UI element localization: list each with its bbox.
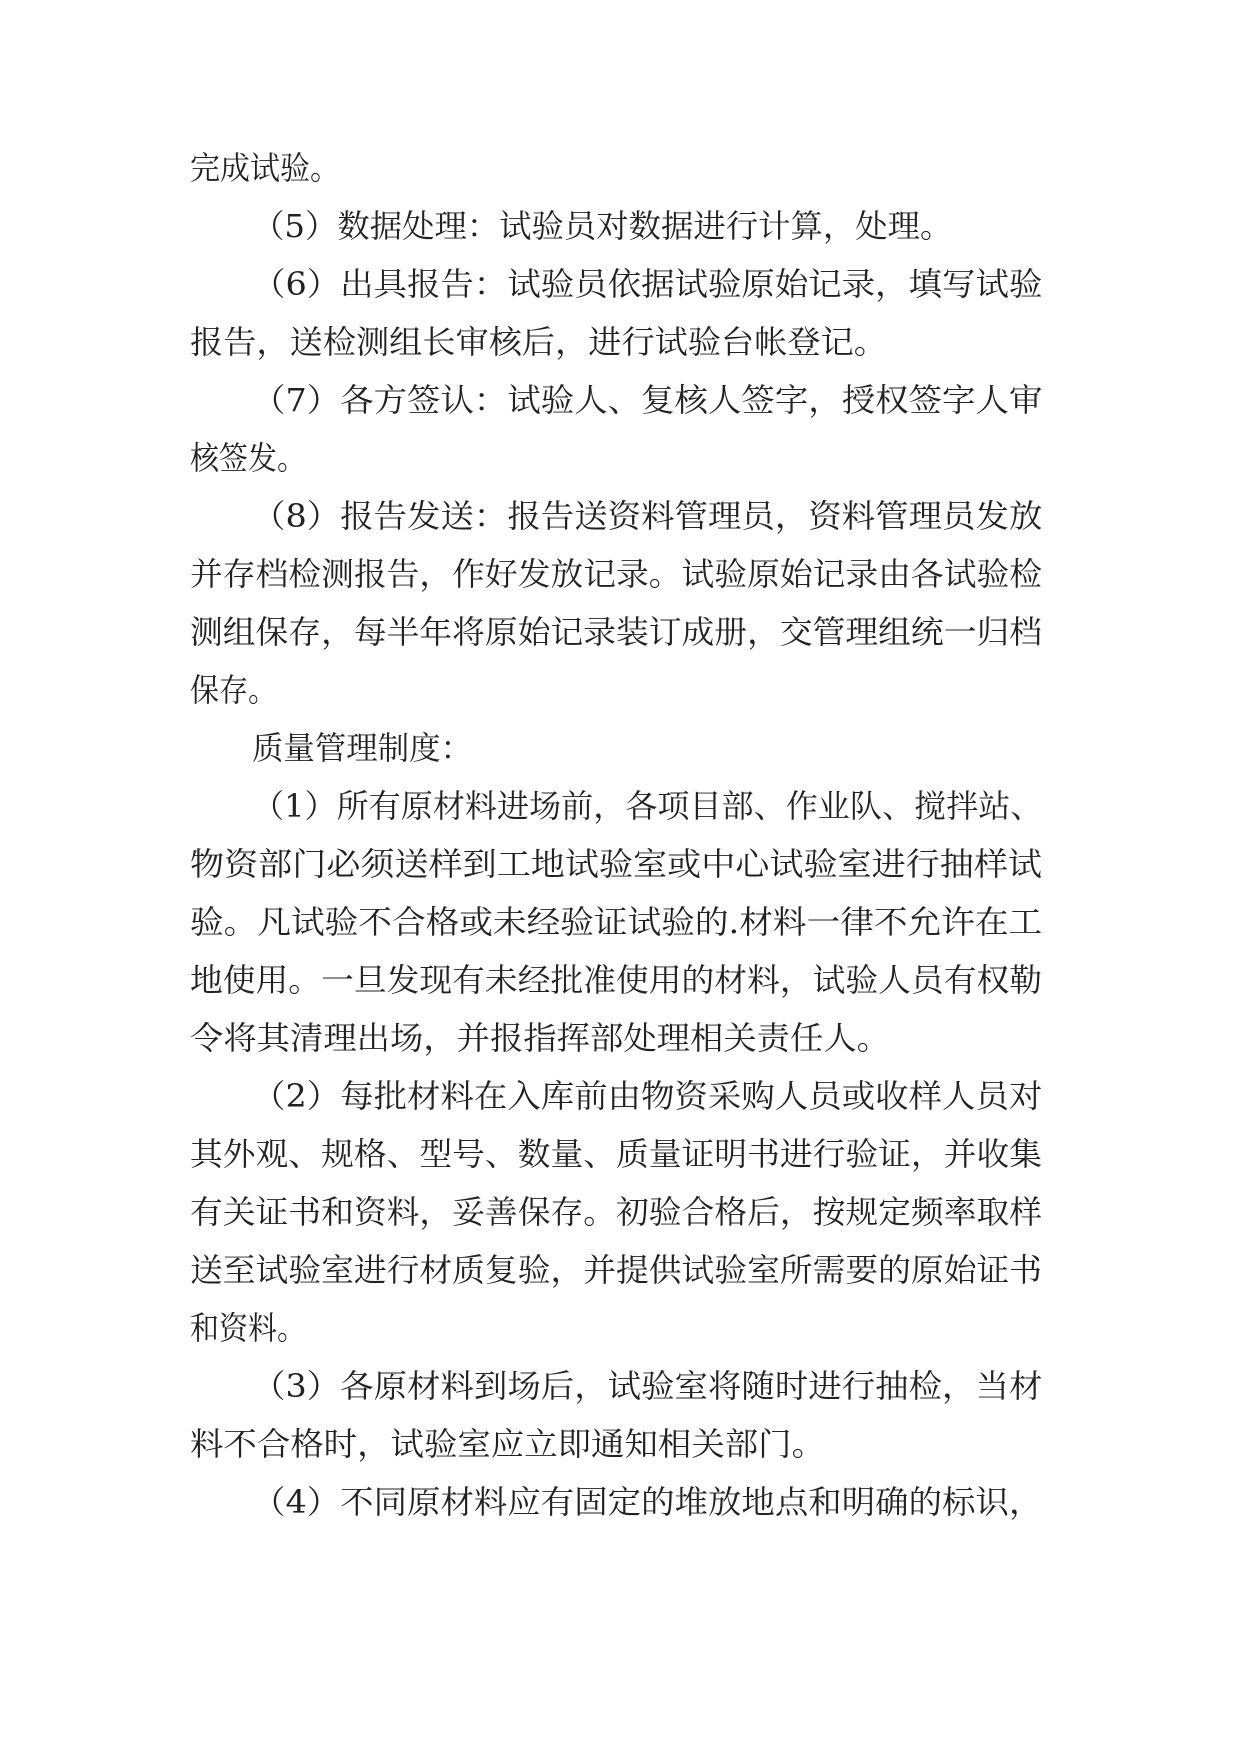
text-line: 令将其清理出场，并报指挥部处理相关责任人。 [190, 1019, 891, 1057]
text-line: （1）所有原材料进场前，各项目部、作业队、搅拌站、 [252, 787, 1043, 825]
text-line: （4）不同原材料应有固定的堆放地点和明确的标识， [252, 1483, 1043, 1521]
text-line: 验。凡试验不合格或未经验证试验的.材料一律不允许在工 [190, 903, 1043, 941]
text-line: 测组保存，每半年将原始记录装订成册，交管理组统一归档 [190, 613, 1043, 651]
text-line: 保存。 [190, 671, 278, 709]
text-line: （3）各原材料到场后，试验室将随时进行抽检，当材 [252, 1367, 1043, 1405]
text-line: （5）数据处理：试验员对数据进行计算，处理。 [252, 207, 953, 245]
text-line: 并存档检测报告，作好发放记录。试验原始记录由各试验检 [190, 555, 1043, 593]
text-line: （2）每批材料在入库前由物资采购人员或收样人员对 [252, 1077, 1043, 1115]
text-line: （8）报告发送：报告送资料管理员，资料管理员发放 [252, 497, 1043, 535]
text-line: 送至试验室进行材质复验，并提供试验室所需要的原始证书 [190, 1251, 1043, 1289]
text-line: 报告，送检测组长审核后，进行试验台帐登记。 [190, 323, 888, 361]
text-line: 核签发。 [190, 439, 307, 477]
text-line: 完成试验。 [190, 149, 341, 187]
text-line: 和资料。 [190, 1309, 307, 1347]
text-line: 质量管理制度： [252, 729, 473, 767]
text-line: 有关证书和资料，妥善保存。初验合格后，按规定频率取样 [190, 1193, 1043, 1231]
text-line: （6）出具报告：试验员依据试验原始记录，填写试验 [252, 265, 1043, 303]
text-line: （7）各方签认：试验人、复核人签字，授权签字人审 [252, 381, 1043, 419]
text-line: 物资部门必须送样到工地试验室或中心试验室进行抽样试 [190, 845, 1043, 883]
text-line: 料不合格时，试验室应立即通知相关部门。 [190, 1425, 826, 1463]
text-line: 地使用。一旦发现有未经批准使用的材料，试验人员有权勒 [190, 961, 1043, 999]
text-line: 其外观、规格、型号、数量、质量证明书进行验证，并收集 [190, 1135, 1043, 1173]
